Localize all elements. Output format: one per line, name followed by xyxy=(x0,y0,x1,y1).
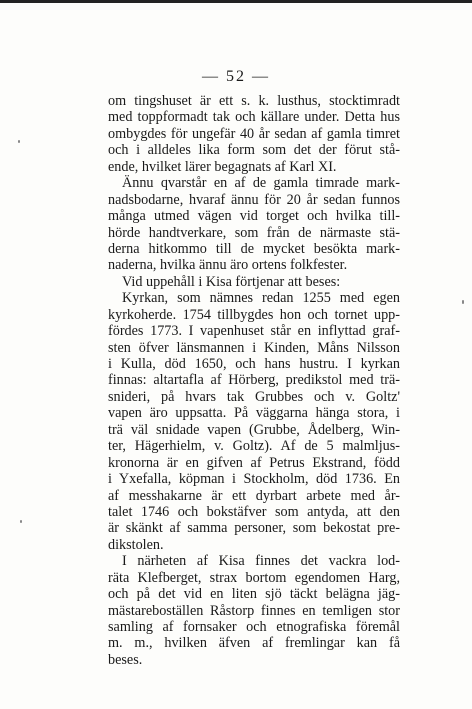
page-speck xyxy=(462,300,464,304)
text-line: Ännu qvarstår en af de gamla timrade mark- xyxy=(122,175,400,192)
text-line: trä väl snidade vapen (Grubbe, Ådelberg, Win- xyxy=(108,421,400,438)
text-line: är skänkt af samma personer, som bekostat pre- xyxy=(108,520,400,537)
text-line: nadsbodarne, hvaraf ännu för 20 år sedan funnos xyxy=(108,191,400,208)
text-line: om tingshuset är ett s. k. lusthus, stocktimradt xyxy=(108,93,400,109)
text-line: kronorna är en gifven af Petrus Ekstrand, född xyxy=(108,454,400,471)
text-line: i Kulla, död 1650, och hans hustru. I kyrkan xyxy=(108,356,400,372)
page-speck xyxy=(18,140,20,143)
text-line: hörde handtverkare, som från de närmaste stä- xyxy=(108,224,400,241)
text-line: I närheten af Kisa finnes det vackra lod- xyxy=(122,553,400,570)
text-line: i Yxefalla, köpman i Stockholm, död 1736. En xyxy=(108,471,400,488)
text-line: m. m., hvilken äfven af fremlingar kan få xyxy=(108,635,400,652)
text-line: fördes 1773. I vapenhuset står en inflyttad graf- xyxy=(108,323,400,340)
text-line: Vid uppehåll i Kisa förtjenar att beses: xyxy=(122,273,341,290)
text-line: Kyrkan, som nämnes redan 1255 med egen xyxy=(122,290,400,307)
page-top-edge xyxy=(0,0,472,3)
page-number: — 52 — xyxy=(202,68,270,85)
text-line: kyrkoherde. 1754 tillbygdes hon och tornet upp- xyxy=(108,306,400,323)
text-line: dikstolen. xyxy=(108,536,164,553)
text-line: beses. xyxy=(108,651,143,668)
body-text xyxy=(108,93,400,668)
text-line: många utmed vägen vid torget och hvilka till- xyxy=(108,208,400,225)
text-line: samling af fornsaker och etnografiska föremål xyxy=(108,619,400,635)
text-line: vapen äro uppsatta. På väggarna hänga stora, i xyxy=(108,405,400,422)
text-line: derna hitkommo till de mycket besökta mark- xyxy=(108,240,400,257)
text-line: talet 1746 och bokstäfver som antyda, att den xyxy=(108,503,400,520)
text-line: med toppformadt tak och källare under. Detta hus xyxy=(108,109,400,126)
text-line: räta Klefberget, strax bortom egendomen Harg, xyxy=(108,569,400,586)
text-line: och i alldeles lika form som det der förut stå- xyxy=(108,142,400,159)
text-line: snideri, på hvars tak Grubbes och v. Goltz' xyxy=(108,388,400,405)
text-line: ombygdes för ungefär 40 år sedan af gamla timret xyxy=(108,125,400,142)
text-line: ter, Hägerhielm, v. Goltz). Af de 5 malmljus- xyxy=(108,438,400,455)
text-line: naderna, hvilka ännu äro ortens folkfester. xyxy=(108,257,348,274)
text-line: och på det vid en liten sjö täckt belägna jäg- xyxy=(108,586,400,603)
text-line: af messhakarne är ett dyrbart arbete med år- xyxy=(108,487,400,504)
text-line: mästareboställen Råstorp finnes en temligen stor xyxy=(108,602,400,619)
page-speck xyxy=(20,520,22,523)
text-line: finnas: altartafla af Hörberg, predikstol med trä- xyxy=(108,372,400,389)
text-line: sten öfver länsmannen i Kinden, Måns Nilsson xyxy=(108,339,400,356)
text-line: ende, hvilket lärer begagnats af Karl XI. xyxy=(108,158,337,175)
